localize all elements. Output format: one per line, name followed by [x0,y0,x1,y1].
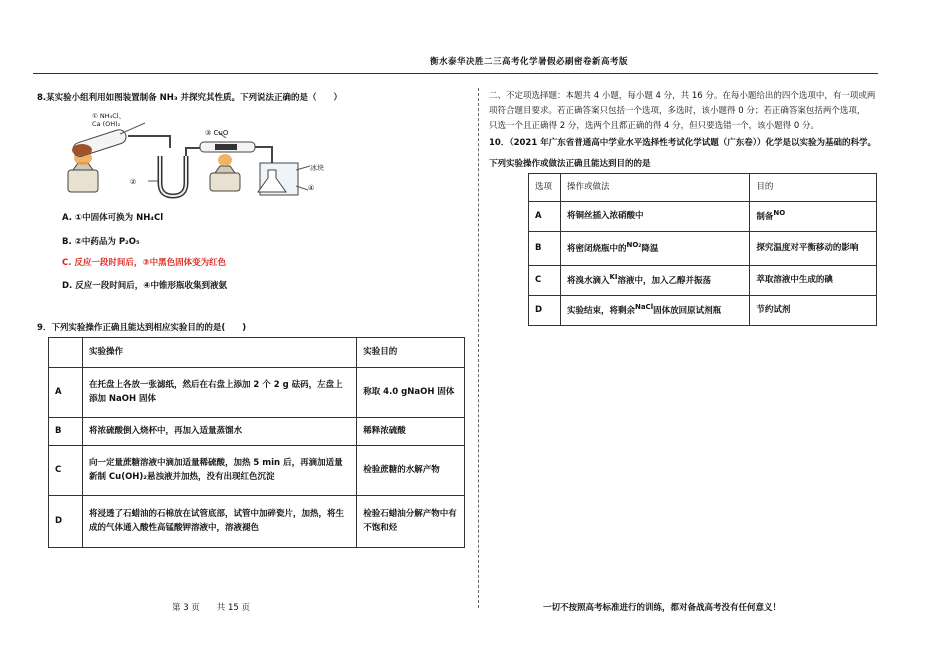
table-cell [560,296,749,326]
table-cell: D [49,496,83,548]
section2-intro [489,89,875,134]
formula-sup: NO [773,209,786,218]
table-header-cell: 实验操作 [82,338,356,368]
table-cell: 在托盘上各放一张滤纸，然后在右盘上添加 2 个 2 g 砝码，左盘上添加 NaOH 固体 [82,368,356,418]
q10-title: 10．（2021 年广东省普通高中学业水平选择性考试化学试题（广东卷））化学是以实验为基础的科学。 [489,138,876,148]
table-row [529,174,877,202]
table-row [529,296,877,326]
q8-title: 8.某实验小组利用如图装置制备 NH₃ 并探究其性质。下列说法正确的是（ ） [37,93,343,103]
cell-text: 制备 [756,212,774,223]
label-1b: Ca (OH)₂ [92,120,121,128]
table-cell: 萃取溶液中生成的碘 [750,266,877,296]
table-row [49,418,465,446]
formula-sup: NO₂ [626,241,642,250]
section2-line-3: 只选一个且正确得 2 分，选两个且都正确的得 4 分，但只要选错一个，该小题得 0 分。 [489,121,819,131]
label-4: ④ [308,184,315,192]
page-header-title: 衡水泰华决胜二三高考化学暑假必刷密卷新高考版 [430,57,629,67]
table-cell: 探究温度对平衡移动的影响 [750,232,877,266]
table-cell: C [49,446,83,496]
label-1a: ① NH₄Cl、 [92,112,126,120]
table-header-cell: 选项 [529,174,561,202]
label-1 [92,112,125,128]
table-header-cell: 实验目的 [357,338,465,368]
label-2: ② [130,178,137,186]
table-cell: 检验石蜡油分解产物中有不饱和烃 [357,496,465,548]
table-header-cell: 目的 [750,174,877,202]
cell-text: 溶液中，加入乙醇并振荡 [617,276,712,287]
table-cell: 检验蔗糖的水解产物 [357,446,465,496]
q10-table [528,173,877,326]
table-row [529,232,877,266]
q8-option-c: C. 反应一段时间后，③中黑色固体变为红色 [62,258,227,268]
table-cell [560,266,749,296]
alcohol-lamp-2-icon [210,154,240,191]
table-cell: 向一定量蔗糖溶液中滴加适量稀硫酸，加热 5 min 后，再滴加适量新制 Cu(OH)₂悬浊液并加热，没有出现红色沉淀 [82,446,356,496]
cell-text: 将密闭烧瓶中的 [566,244,627,255]
table-cell: B [529,232,561,266]
footer-motto: 一切不按照高考标准进行的训练，都对备战高考没有任何意义！ [543,603,782,613]
cell-text: 将溴水滴入 [566,276,610,287]
table-row [49,446,465,496]
table-cell: C [529,266,561,296]
table-cell [560,232,749,266]
header-rule [33,73,878,74]
section2-line-2: 项符合题目要求。若正确答案只包括一个选项，多选时，该小题得 0 分；若正确答案包括两个选项， [489,106,866,116]
page-number: 第 3 页 共 15 页 [172,603,251,613]
table-row [529,202,877,232]
q9-table [48,337,465,548]
section2-line-1: 二、不定项选择题：本题共 4 小题，每小题 4 分，共 16 分。在每小题给出的四个选项中，有一项或两 [489,91,876,101]
table-cell: 将浓硫酸倒入烧杯中，再加入适量蒸馏水 [82,418,356,446]
table-cell: 稀释浓硫酸 [357,418,465,446]
test-tube-1-icon [71,128,128,158]
table-row [49,338,465,368]
table-cell: 称取 4.0 gNaOH 固体 [357,368,465,418]
formula-sup: KI [609,273,618,282]
table-row [49,496,465,548]
table-cell [750,202,877,232]
q8-option-a: A. ①中固体可换为 NH₄Cl [62,213,164,223]
table-cell: 节约试剂 [750,296,877,326]
cell-text: 固体放回原试剂瓶 [653,306,722,317]
q9-title: 9．下列实验操作正确且能达到相应实验目的的是( ) [37,323,247,333]
q10-subtitle: 下列实验操作或做法正确且能达到目的的是 [489,159,651,169]
table-cell: A [529,202,561,232]
table-cell: A [49,368,83,418]
cell-text: 降温 [641,244,659,255]
table-cell: 将浸透了石蜡油的石棉放在试管底部，试管中加碎瓷片，加热，将生成的气体通入酸性高锰酸钾溶液中，溶液褪色 [82,496,356,548]
u-tube-icon [160,156,186,196]
label-3: ③ CuO [205,129,229,137]
q8-option-b: B. ②中药品为 P₂O₅ [62,237,140,247]
column-divider [478,88,480,608]
alcohol-lamp-1-icon [68,151,98,192]
table-header-cell [49,338,83,368]
cell-text: 实验结束，将剩余 [566,306,635,317]
table-cell: 将铜丝插入浓硝酸中 [560,202,749,232]
table-cell: B [49,418,83,446]
table-row [529,266,877,296]
formula-sup: NaCl [634,303,654,312]
table-header-cell: 操作或做法 [560,174,749,202]
table-cell: D [529,296,561,326]
table-row [49,368,465,418]
q8-option-d: D. 反应一段时间后，④中锥形瓶收集到液氨 [62,281,227,291]
label-ice: 冰块 [310,164,324,172]
